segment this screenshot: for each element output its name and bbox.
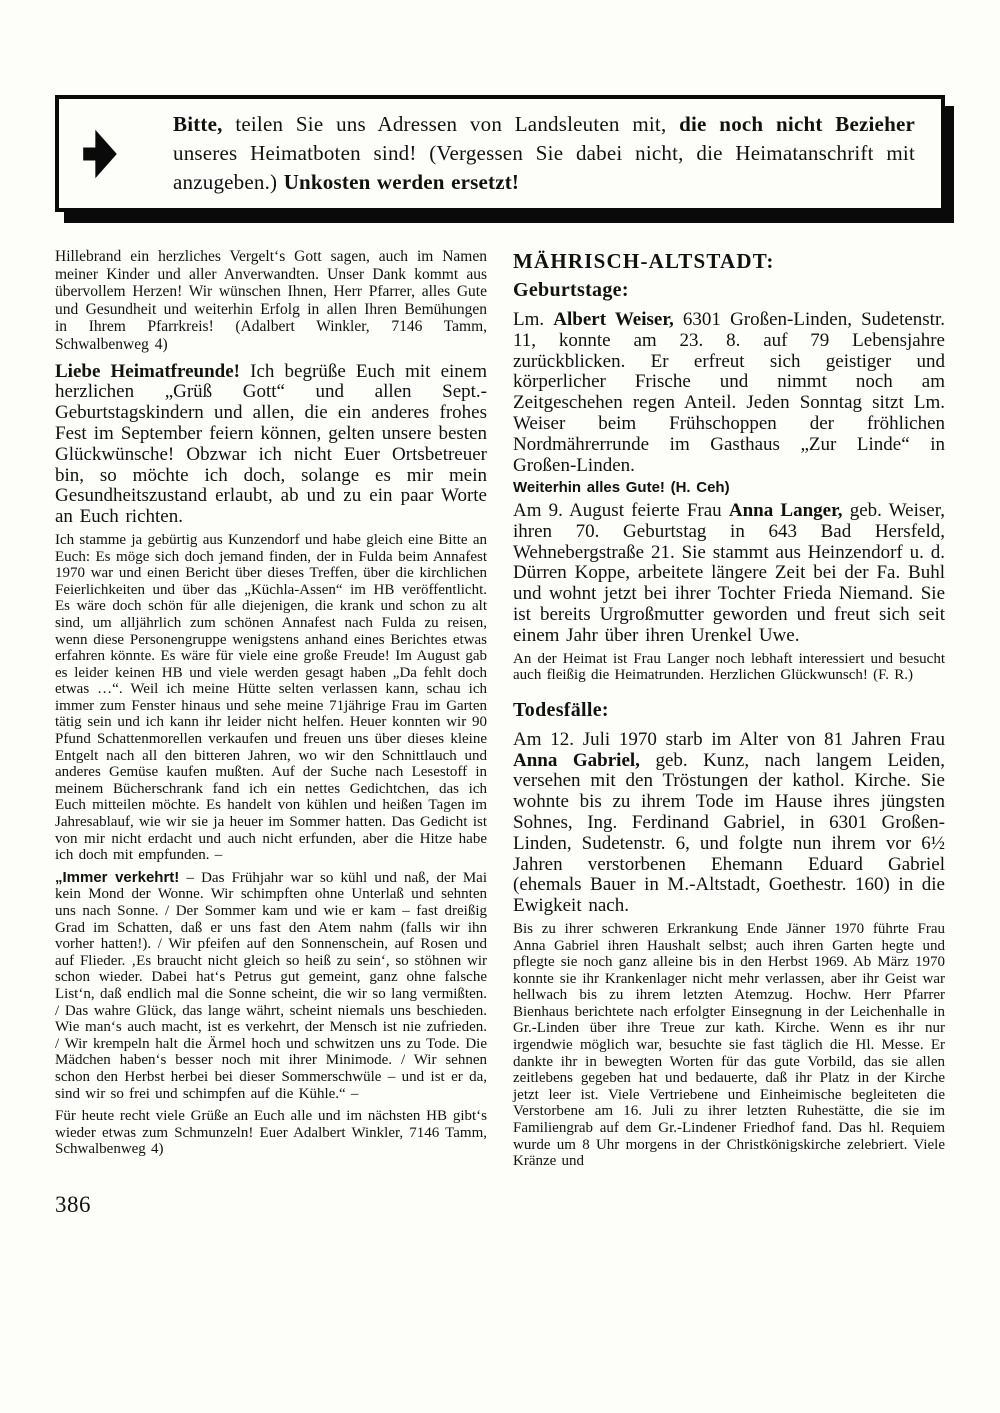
paragraph-anna-langer: Am 9. August feierte Frau Anna Langer, geb. Weiser, ihren 70. Geburtstag in 643 Bad Hersfeld, Wehnebergstraße 21. Sie stammt aus Heinzendorf u. d. Dürren Koppe, arbeitete längere Zeit bei der Fa. Buhl und wohnt jetzt bei ihrer Tochter Frieda Niemand. Sie ist bereits Urgroßmutter geworden und freut sich seit einem Jahr über ihren Urenkel Uwe. [513, 499, 946, 646]
page-number: 386 [55, 1191, 91, 1217]
heading-geburtstage: Geburtstage: [513, 279, 629, 301]
notice-text: Bitte, teilen Sie uns Adressen von Landsleuten mit, die noch nicht Bezieher unseres Heimatboten sind! (Vergessen Sie dabei nicht, die Heimatanschrift mit anzugeben.) Unkosten werden ersetzt! [173, 112, 915, 194]
paragraph-liebe-heimatfreunde: Liebe Heimatfreunde! Ich begrüße Euch mit einem herzlichen „Grüß Gott“ und allen Sept.-Geburtstagskindern und allen, die ein anderes frohes Fest im September feiern können, gelten unsere besten Glückwünsche! Obzwar ich nicht Euer Ortsbetreuer bin, so möchte ich doch, solange es mir mein Gesundheitszustand erlaubt, ab und zu ein paar Worte an Euch richten. [55, 360, 487, 528]
heading-maehrisch-altstadt: MÄHRISCH-ALTSTADT: [513, 249, 775, 273]
paragraph-gabriel-obituary-detail: Bis zu ihrer schweren Erkrankung Ende Jänner 1970 führte Frau Anna Gabriel ihren Haushalt selbst; auch ihren Garten hegte und pflegte sie noch ganz alleine bis in den Herbst 1969. Ab März 1970 konnte sie ihr Krankenlager nicht mehr verlassen, aber ihr Geist war hellwach bis zu ihrem letzten Atemzug. Hochw. Herr Pfarrer Bienhaus berichtete nach erfolgter Einsegnung in der Leichenhalle in Gr.-Linden über ihre Treue zur kath. Kirche. Wenn es ihr nur irgendwie möglich war, besuchte sie fast täglich die Hl. Messe. Er dankte ihr in bewegten Worten für das gute Vorbild, das sie allen zeitlebens gegeben hat und bedauerte, daß ihr Platz in der Kirche jetzt leer ist. Viele Vertriebene und Einheimische begleiteten die Verstorbene am 16. Juli zu ihrer letzten Ruhestätte, die sie im Familiengrab auf dem Gr.-Lindener Friedhof fand. Das hl. Requiem wurde um 8 Uhr morgens in der Christkönigskirche zelebriert. Viele Kränze und [513, 920, 945, 1170]
right-column [513, 248, 945, 1218]
paragraph-immer-verkehrt-poem: „Immer verkehrt! – Das Frühjahr war so kühl und naß, der Mai kein Mond der Wonne. Wir schimpften ohne Unterlaß und sehnten uns nach Sonne. / Der Sommer kam und wie er kam – fast dreißig Grad im Schatten, daß er uns fast den Atem nahm (falls wir ihn vorher hatten!). / Wir pfeifen auf den Sonnenschein, auf Rosen und auf Flieder. ‚Es braucht nicht gleich so heiß zu sein‘, so stöhnen wir schon wieder. Dabei hat‘s Petrus gut gemeint, ganz ohne falsche List‘n, daß endlich mal die Sonne scheint, die wir so lang vermißten. / Das wahre Glück, das lange währt, scheint niemals uns beschieden. Wie man‘s auch macht, ist es verkehrt, der Mensch ist nie zufrieden. / Wir krempeln halt die Ärmel hoch und schwitzen uns zu Tode. Die Mädchen haben‘s besser noch mit ihrer Minimode. / Wir sehnen schon den Herbst herbei bei dieser Sommerschwüle – und ist er da, sind wir so frei und schimpfen auf die Kühle.“ – [55, 868, 488, 1102]
left-column [55, 248, 487, 1218]
paragraph-kunzendorf-letter: Ich stamme ja gebürtig aus Kunzendorf und habe gleich eine Bitte an Euch: Es möge sich doch jemand finden, der in Fulda beim Annafest 1970 war und einen Bericht über dieses Treffen, über die kirchlichen Feierlichkeiten und über das „Küchla-Assen“ im HB veröffentlicht. Es wäre doch schön für alle diejenigen, die krank und schon zu alt sind, um alljährlich zum schönen Annafest nach Fulda zu reisen, wenn diese Personengruppe wenigstens anhand eines Berichtes etwas erfahren könnte. Es wäre für viele eine große Freude! Im August gab es leider keinen HB und viele werden gesagt haben „Da fehlt doch etwas …“. Weil ich meine Hütte selten verlassen kann, schau ich immer zum Fenster hinaus und sehe meine 71jährige Frau im Garten tätig sein und ich kann ihr leider nicht helfen. Heuer konnten wir 90 Pfund Schattenmorellen verkaufen und freuen uns über dieses kleine Entgelt nach all den bitteren Jahren, wo wir den Schnittlauch und anderes Gemüse kaufen mußten. Auf der Suche nach Lesestoff in meinem Bücherschrank fand ich ein nettes Gedichtchen, das ich Euch mitteilen möchte. Es handelt von kühlen und heißen Tagen im Jahresablauf, wie wir sie ja heuer im Sommer hatten. Das Gedicht ist von mir nicht erdacht und auch nicht erfunden, aber die Hitze habe ich doch mit empfunden. – [55, 531, 487, 864]
paragraph-weiterhin-gute: Weiterhin alles Gute! (H. Ceh) [513, 479, 730, 497]
paragraph-hillebrand-thanks: Hillebrand ein herzliches Vergelt‘s Gott sagen, auch im Namen meiner Kinder und aller Anverwandten. Unser Dank kommt aus übervollem Herzen! Wir wünschen Ihnen, Herr Pfarrer, alles Gute und Gesundheit und weiterhin Erfolg in allen Ihren Bemühungen in Ihrem Pfarrkreis! (Adalbert Winkler, 7146 Tamm, Schwalbenweg 4) [55, 248, 487, 353]
paragraph-an-der-heimat: An der Heimat ist Frau Langer noch lebhaft interessiert und besucht auch fleißig die Heimatrunden. Herzlichen Glückwunsch! (F. R.) [513, 650, 945, 684]
arrow-right-icon [81, 126, 119, 182]
paragraph-anna-gabriel: Am 12. Juli 1970 starb im Alter von 81 Jahren Frau Anna Gabriel, geb. Kunz, nach langem Leiden, versehen mit den Tröstungen der kathol. Kirche. Sie wohnte bis zu ihrem Tode im Hause ihres jüngsten Sohnes, Ing. Ferdinand Gabriel, in 6301 Großen-Linden, Sudetenstr. 6, und folgte nun ihrem vor 6½ Jahren verstorbenen Ehemann Eduard Gabriel (ehemals Bauer in M.-Altstadt, Goethestr. 160) in die Ewigkeit nach. [513, 728, 945, 917]
heading-todesfaelle: Todesfälle: [513, 698, 609, 721]
paragraph-albert-weiser: Lm. Albert Weiser, 6301 Großen-Linden, Sudetenstr. 11, konnte am 23. 8. auf 79 Lebensjahre zurückblicken. Er erfreut sich geistiger und körperlicher Frische und nimmt noch am Zeitgeschehen regen Anteil. Jeden Sonntag sitzt Lm. Weiser beim Frühschoppen der fröhlichen Nordmährerrunde im Gasthaus „Zur Linde“ in Großen-Linden. [513, 309, 945, 476]
notice-box [55, 95, 945, 212]
two-column-layout [55, 248, 945, 1218]
paragraph-closing-greeting: Für heute recht viele Grüße an Euch alle und im nächsten HB gibt‘s wieder etwas zum Schmunzeln! Euer Adalbert Winkler, 7146 Tamm, Schwalbenweg 4) [55, 1108, 487, 1158]
